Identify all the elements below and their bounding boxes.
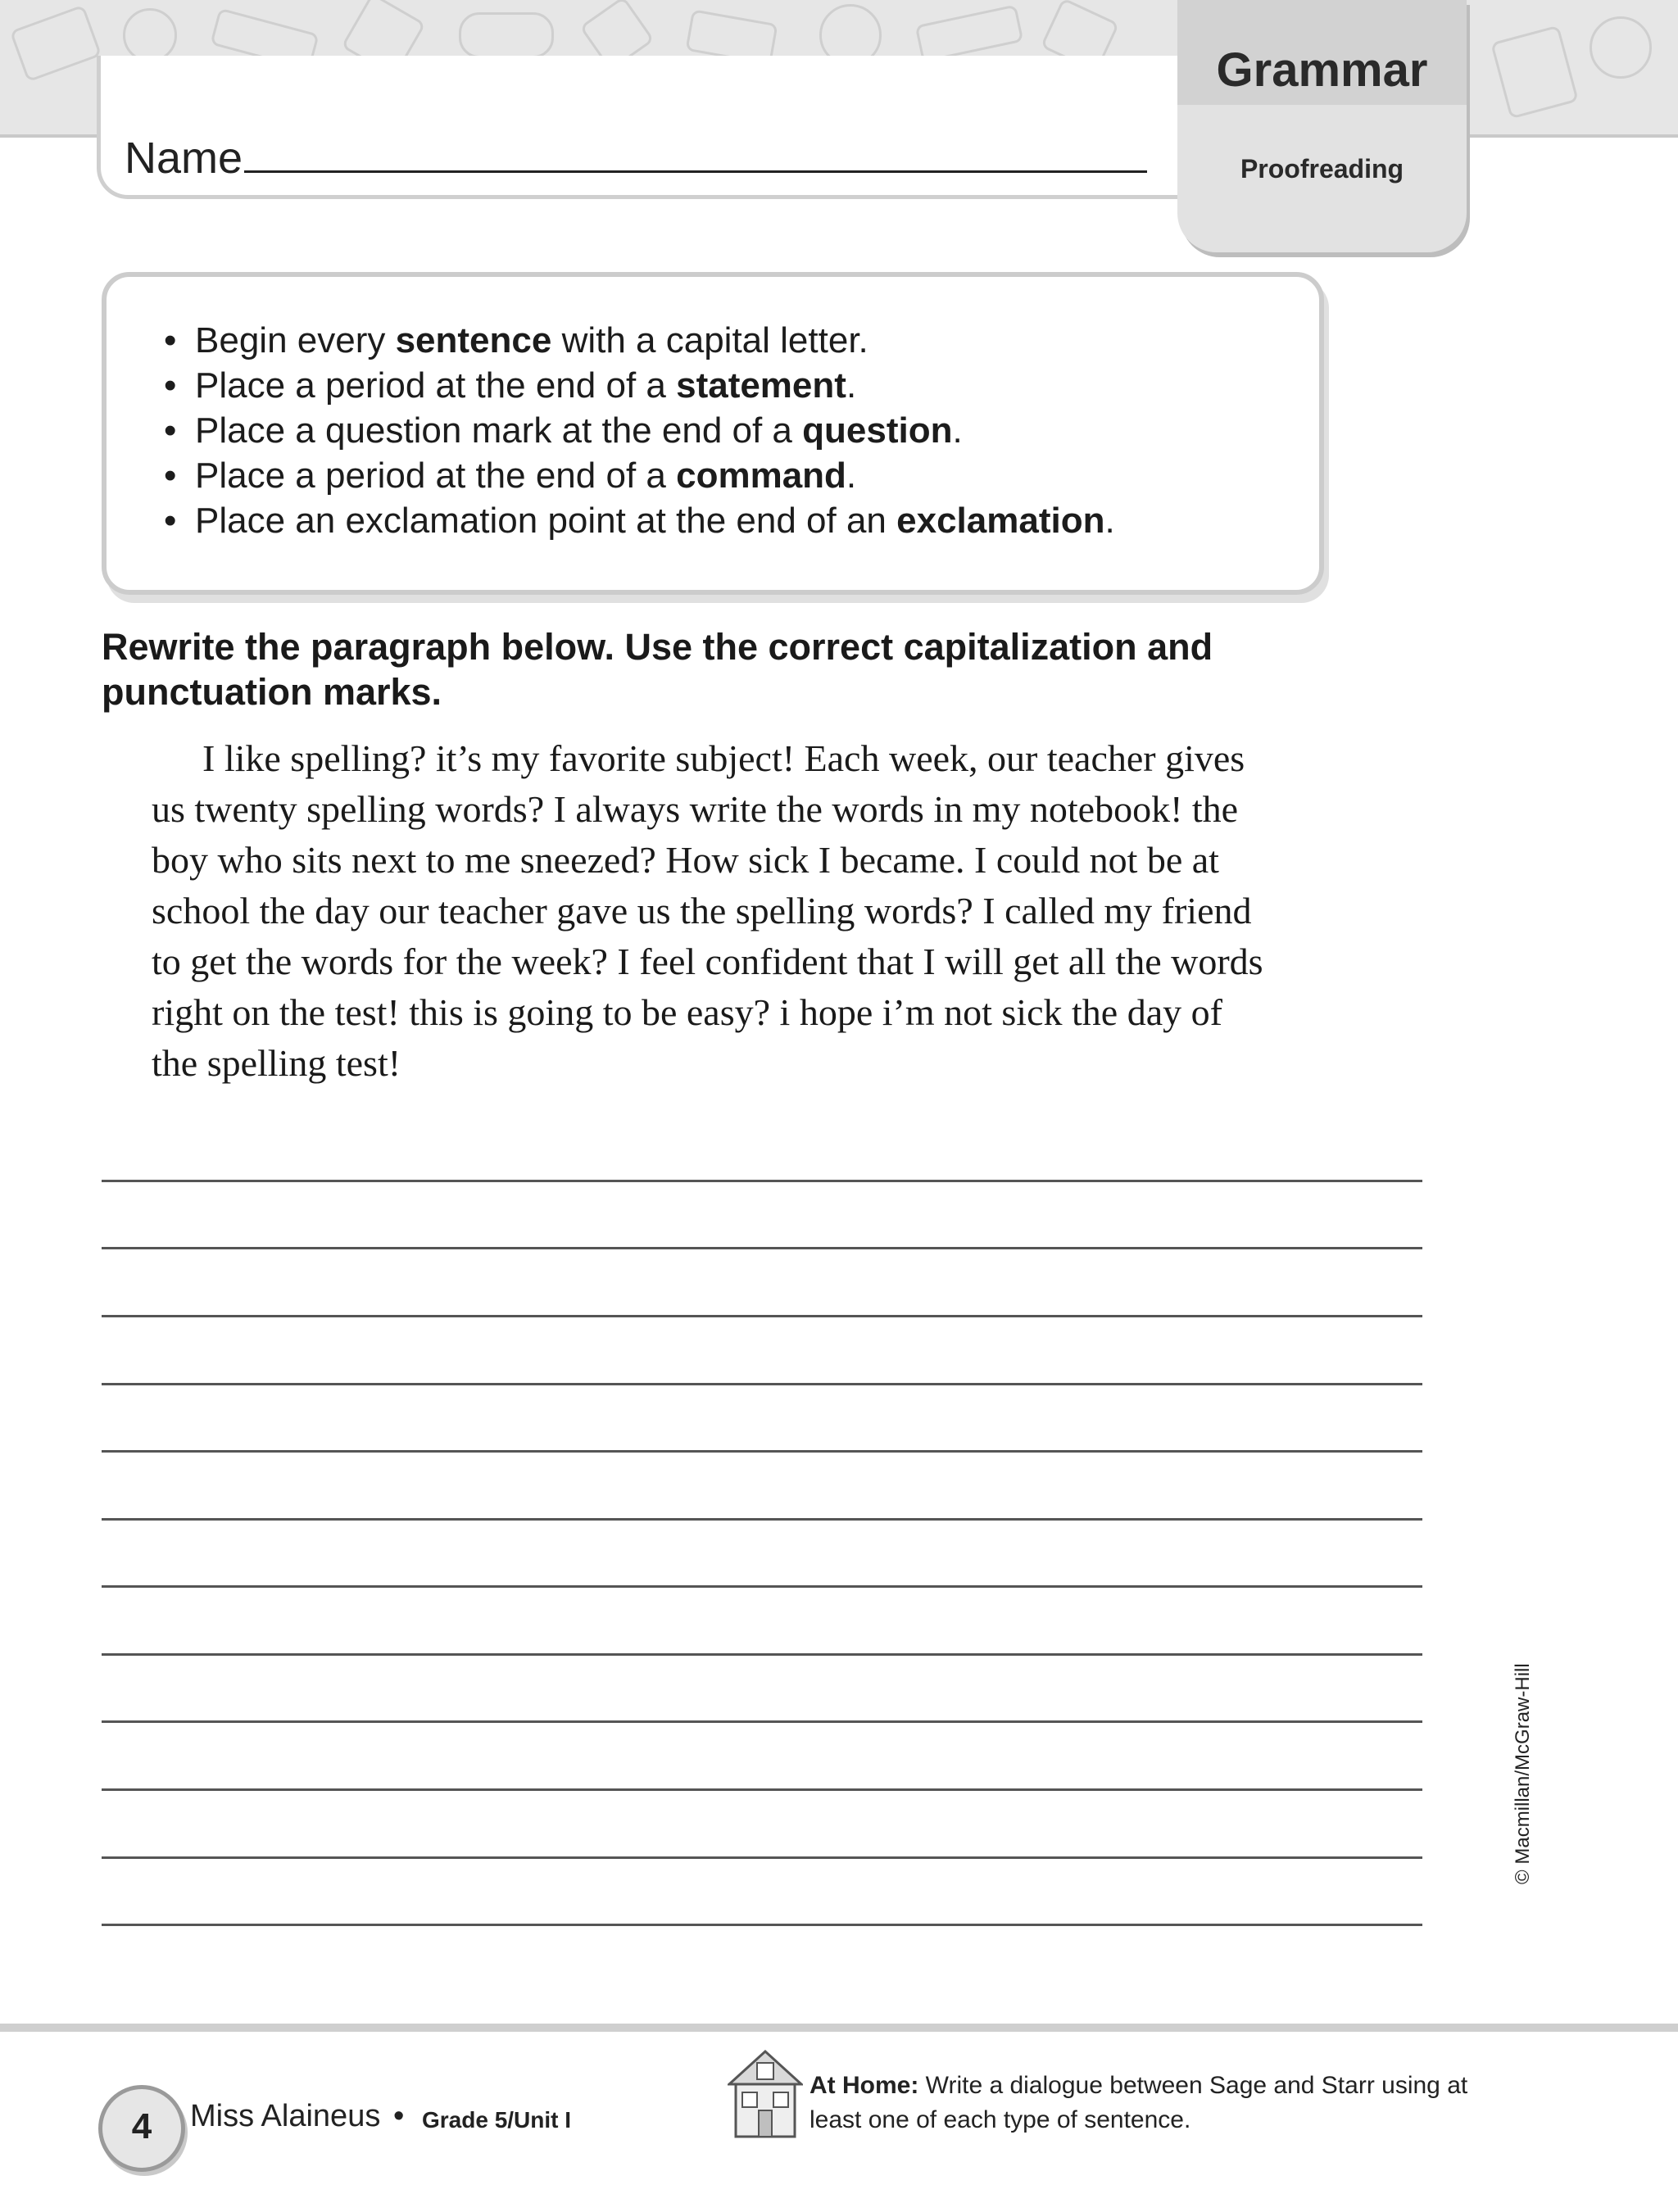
passage-line: the spelling test!: [152, 1042, 401, 1084]
rule-item: • Place an exclamation point at the end of an exclamation.: [156, 498, 1115, 543]
decorative-doodle: [10, 5, 102, 83]
decorative-doodle: [459, 12, 554, 58]
proofreading-passage: [152, 733, 1340, 1089]
footer-separator: •: [393, 2099, 405, 2133]
name-box: [97, 56, 1199, 199]
house-icon: [728, 2048, 803, 2140]
page-number: 4: [98, 2085, 185, 2172]
passage-line: school the day our teacher gave us the spelling words? I called my friend: [152, 890, 1252, 931]
passage-line: to get the words for the week? I feel confident that I will get all the words: [152, 941, 1263, 982]
decorative-doodle: [1490, 25, 1579, 120]
decorative-doodle: [915, 4, 1024, 62]
rules-list: [156, 318, 1115, 543]
answer-write-line[interactable]: [102, 1720, 1422, 1723]
instructions: [102, 624, 1331, 714]
answer-write-line[interactable]: [102, 1653, 1422, 1656]
answer-write-line[interactable]: [102, 1788, 1422, 1791]
footer-rule: [0, 2024, 1678, 2032]
passage-line: boy who sits next to me sneezed? How sick I became. I could not be at: [152, 839, 1219, 881]
answer-write-line[interactable]: [102, 1450, 1422, 1453]
rule-item: • Place a period at the end of a command.: [156, 453, 1115, 498]
passage-line: right on the test! this is going to be easy? i hope i’m not sick the day of: [152, 991, 1222, 1033]
answer-write-line[interactable]: [102, 1518, 1422, 1521]
rules-box: [102, 272, 1324, 595]
decorative-doodle: [123, 8, 177, 62]
at-home-note: At Home: Write a dialogue between Sage and Starr using at least one of each type of sentence.: [810, 2072, 1468, 2133]
bullet-icon: •: [164, 501, 177, 541]
instructions-line: Rewrite the paragraph below. Use the correct capitalization and: [102, 626, 1213, 668]
bullet-icon: •: [164, 365, 177, 406]
section-title: Grammar: [1216, 43, 1428, 97]
at-home-label: At Home:: [810, 2072, 919, 2099]
book-title: Miss Alaineus: [190, 2099, 381, 2133]
answer-write-line[interactable]: [102, 1856, 1422, 1859]
copyright-notice: © Macmillan/McGraw-Hill: [1512, 1663, 1534, 1884]
answer-write-line[interactable]: [102, 1315, 1422, 1317]
passage-line: I like spelling? it’s my favorite subject! Each week, our teacher gives: [202, 737, 1245, 779]
passage-line: us twenty spelling words? I always write the words in my notebook! the: [152, 788, 1239, 830]
rule-item: • Place a question mark at the end of a question.: [156, 408, 1115, 453]
rule-item: • Place a period at the end of a statement.: [156, 363, 1115, 408]
name-write-line[interactable]: [244, 170, 1147, 173]
answer-write-line[interactable]: [102, 1247, 1422, 1249]
section-subtitle: Proofreading: [1240, 154, 1404, 184]
answer-write-line[interactable]: [102, 1383, 1422, 1385]
name-label: Name: [125, 134, 243, 183]
instructions-line: punctuation marks.: [102, 671, 442, 713]
rule-item: • Begin every sentence with a capital letter.: [156, 318, 1115, 363]
bullet-icon: •: [164, 320, 177, 360]
bullet-icon: •: [164, 456, 177, 496]
decorative-doodle: [1590, 16, 1652, 79]
answer-write-line[interactable]: [102, 1585, 1422, 1588]
section-tab: [1177, 0, 1467, 252]
answer-write-line[interactable]: [102, 1924, 1422, 1926]
grade-unit: Grade 5/Unit I: [422, 2107, 572, 2133]
bullet-icon: •: [164, 410, 177, 451]
answer-write-line[interactable]: [102, 1180, 1422, 1182]
